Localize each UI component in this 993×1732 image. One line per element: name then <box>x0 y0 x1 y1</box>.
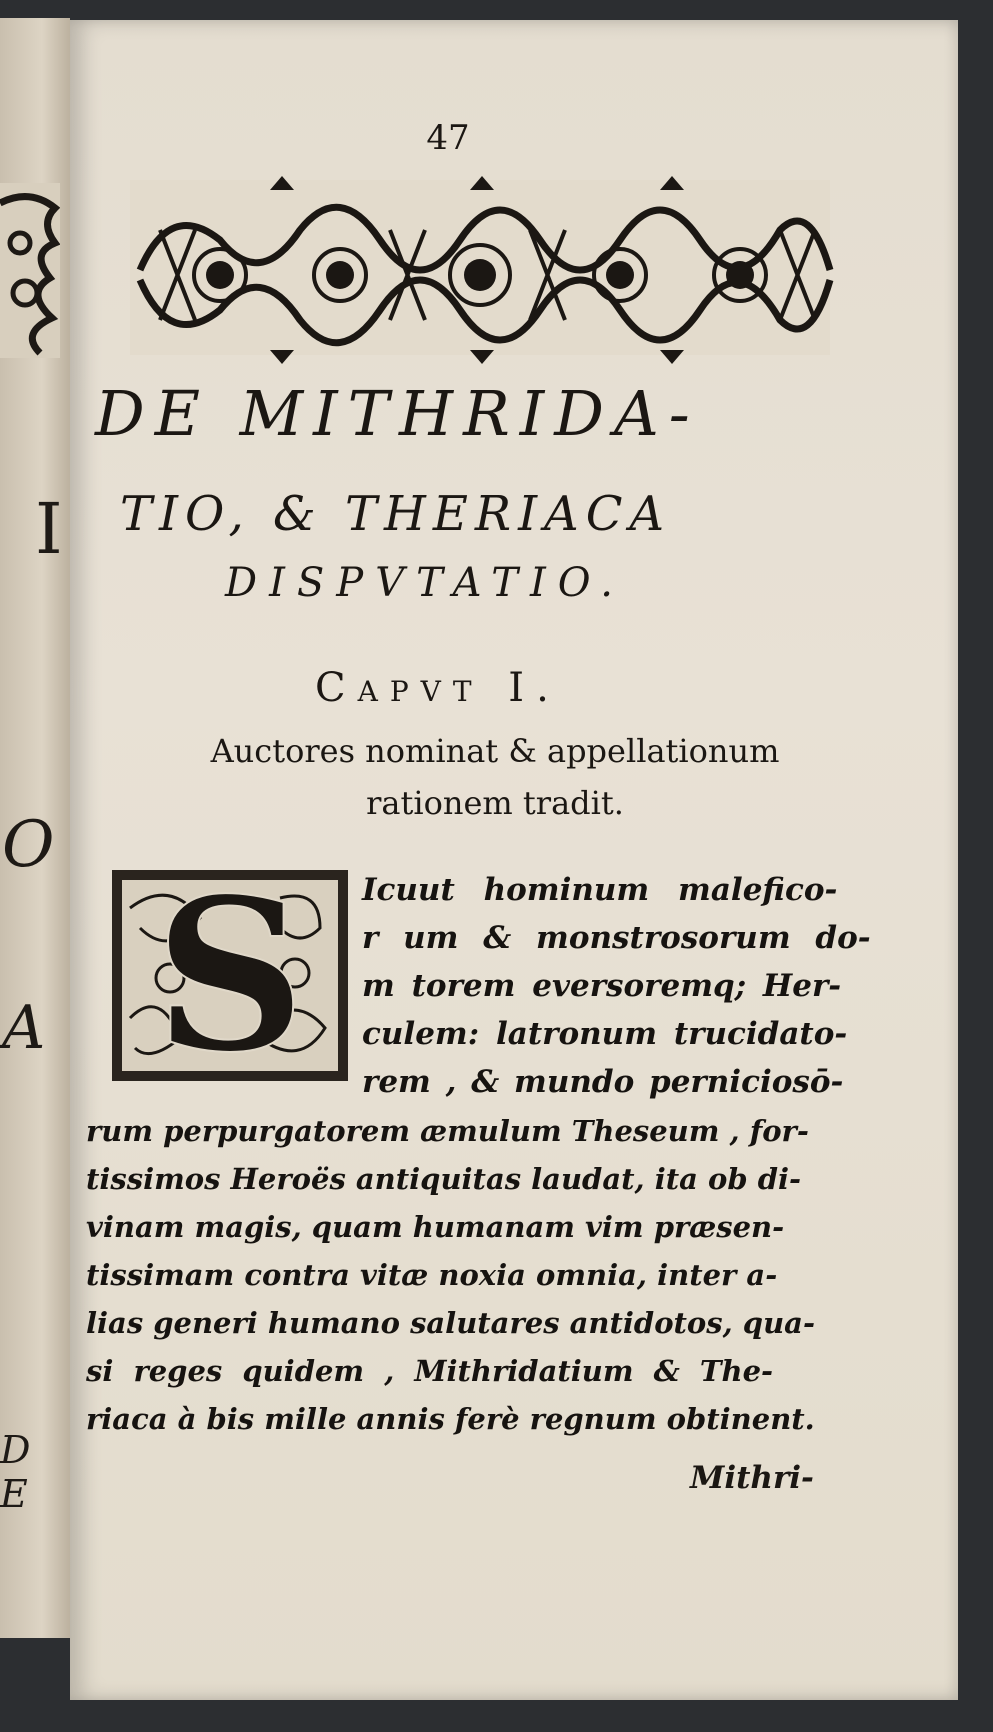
body-text-line: culem: latronum trucidato- <box>362 1016 848 1052</box>
chapter-summary-line: Auctores nominat & appellationum <box>210 732 780 770</box>
chapter-heading: Capvt I. <box>315 665 561 711</box>
body-text-line: riaca à bis mille annis ferè regnum obtinent. <box>86 1402 815 1436</box>
page-number: 47 <box>426 118 470 158</box>
body-text-line: si reges quidem , Mithridatium & The- <box>86 1354 774 1388</box>
book-page <box>70 20 958 1700</box>
decorated-initial <box>110 852 350 1099</box>
facing-page-ornament-fragment <box>0 183 60 358</box>
chapter-summary-line: rationem tradit. <box>366 784 624 822</box>
facing-page-letter: A <box>2 993 46 1063</box>
title-line: TIO, & THERIACA <box>120 486 672 542</box>
catchword: Mithri- <box>690 1460 814 1496</box>
body-text-line: vinam magis, quam humanam vim præsen- <box>86 1210 785 1244</box>
facing-page-letter: D E <box>0 1428 31 1516</box>
title-line: DE MITHRIDA- <box>95 377 700 450</box>
ornamental-headpiece-icon <box>100 170 860 365</box>
body-text-line: tissimam contra vitæ noxia omnia, inter a- <box>86 1258 778 1292</box>
body-text-line: m torem eversoremq; Her- <box>362 968 842 1004</box>
initial-letter: S <box>154 852 306 1099</box>
facing-page-letter: O <box>2 808 55 882</box>
body-text-line: lias generi humano salutares antidotos, qua- <box>86 1306 815 1340</box>
body-text-line: rum perpurgatorem æmulum Theseum , for- <box>86 1114 809 1148</box>
title-line: DISPVTATIO. <box>225 560 625 606</box>
facing-page-letter: I <box>35 488 63 570</box>
body-text-line: rem , & mundo perniciosō- <box>362 1064 844 1100</box>
body-text-line: r um & monstrosorum do- <box>362 920 871 956</box>
body-text-line: Icuut hominum malefico- <box>362 872 838 908</box>
facing-page-edge <box>0 18 70 1638</box>
body-text-line: tissimos Heroës antiquitas laudat, ita ob di- <box>86 1162 802 1196</box>
